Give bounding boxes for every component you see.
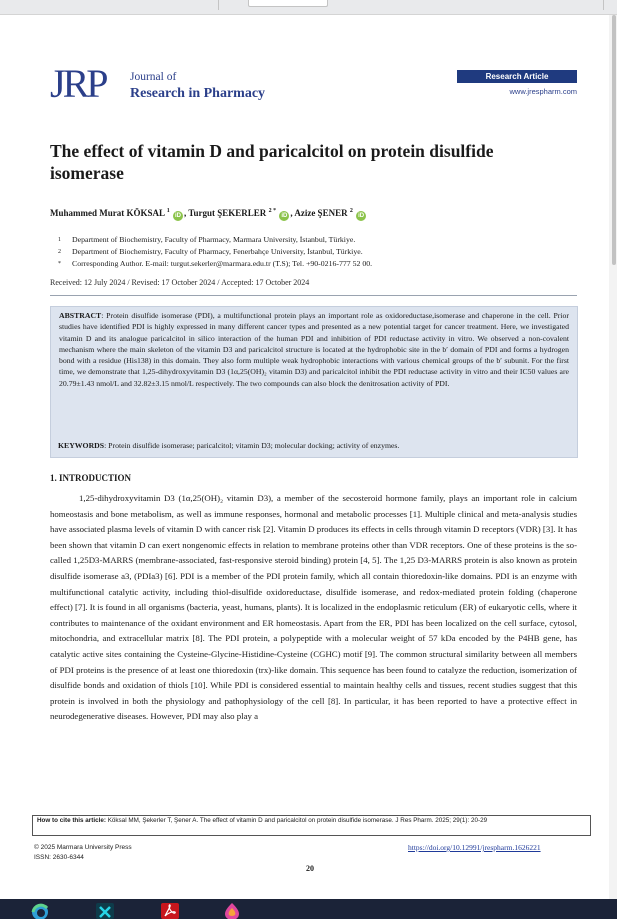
page-number: 20 bbox=[306, 864, 314, 873]
affiliation-item bbox=[58, 234, 578, 246]
affiliations bbox=[58, 234, 578, 270]
edge-icon[interactable] bbox=[30, 900, 50, 919]
received-dates: Received: 12 July 2024 / Revised: 17 October 2024 / Accepted: 17 October 2024 bbox=[50, 278, 310, 287]
taskbar bbox=[0, 899, 617, 919]
acrobat-icon[interactable] bbox=[160, 900, 180, 919]
author-list: Muhammed Murat KÖKSAL $^1$ iD , Turgut ŞEKERLER $^{2 *}$ iD , Azize ŞENER $^2$ iD bbox=[50, 208, 365, 219]
divider bbox=[50, 295, 577, 296]
abstract-box: ABSTRACT: Protein disulfide isomerase (PDI), a multifunctional protein plays an important role as oxidoreductase,isomerase and chaperone in the cell. Prior studies have identified PDI is highly expressed in many different cancer types and presented as a new potential target for cancer treatment. Here, we investigated vitamin D and its analogue paricalcitol in silico interaction of the human PDI and inhibition of PDI reductase activity in vitro. We observed a non-covalent mechanism where the main skeleton of the vitamin D3 and paricalcitol structure is located at the hydrophobic site in the b′ domain of PDI and forms a hydrogen bond with a residue (His138) in this domain. They also form multiple weak hydrophobic interactions with various chemical groups of the b′ subunit. For the first time, we demonstrate that 1,25-dihydroxyvitamin D3 (1α,25(OH)₂ vitamin D3) and paricalcitol inhibit the PDI reductase activity in vitro and their IC50 values are 20.79±1.43 nmol/L and 32.82±3.15 nmol/L respectively. The two compounds can also block the denitrosation activity of PDI. bbox=[50, 306, 578, 458]
affiliation-item bbox=[58, 246, 578, 258]
affiliation-text: Department of Biochemistry, Faculty of Pharmacy, Fenerbahçe University, İstanbul, Türkiye. bbox=[72, 247, 363, 256]
author-name: Muhammed Murat KÖKSAL bbox=[50, 208, 165, 218]
copyright: © 2025 Marmara University Press bbox=[34, 844, 132, 851]
affiliation-mark: 1 bbox=[58, 237, 61, 243]
author-affil-mark: 2 bbox=[349, 208, 353, 214]
citation-text: Köksal MM, Şekerler T, Şener A. The effect of vitamin D and paricalcitol on protein disulfide isomerase. J Res Pharm. 2025; 29(1): 20-29 bbox=[107, 817, 488, 824]
author-name: Turgut ŞEKERLER bbox=[188, 208, 267, 218]
journal-website[interactable]: www.jrespharm.com bbox=[509, 87, 577, 96]
app-icon[interactable] bbox=[95, 900, 115, 919]
keywords-text: Protein disulfide isomerase; paricalcitol; vitamin D3; molecular docking; activity of enzymes. bbox=[108, 441, 400, 450]
orcid-icon[interactable]: iD bbox=[281, 213, 288, 219]
affiliation-mark: 2 bbox=[58, 249, 61, 255]
article-title: The effect of vitamin D and paricalcitol on protein disulfide isomerase bbox=[50, 141, 494, 183]
section-heading: 1. INTRODUCTION bbox=[50, 473, 132, 483]
keywords-label: KEYWORDS bbox=[58, 441, 105, 450]
citation-box bbox=[32, 815, 591, 836]
intro-paragraph: 1,25-dihydroxyvitamin D3 (1α,25(OH)₂ vitamin D3), a member of the secosteroid hormone family, plays an important role in calcium homeostasis and bone metabolism, as well as immune responses, hormonal and metabolic processes [1]. Multiple clinical and meta-analysis studies have associated plasma levels of vitamin D with cancer risk [2]. Vitamin D produces its effects in cells through vitamin D receptors (VDR) [3]. It has been shown that vitamin D can exert nongenomic effects in relation to membrane proteins other than VDR receptors. One of these proteins is the so-called 1,25D3-MARRS (membrane-associated, fast-responsive steroid binding) protein [4, 5]. The 1,25 D3-MARRS protein is also known as protein disulfide isomerase a3, (PDIa3) [6]. PDI is a member of the PDI protein family, which all contain thioredoxin-like domains. PDI is an enzyme with multifunctional catalytic activity, including thiol-disulfide oxidoreductase, disulfide isomerase, and redox-mediated protein folding (chaperone effect) [7]. It is found in all organisms (bacteria, yeast, humans, plants). It is localized in the endoplasmic reticulum (ER) of eukaryotic cells, where it contributes to maintenance of the oxidant environment and ER homeostasis. Apart from the ER, PDI has been localized on the cell surface, cytosol, mitochondria, and extracellular matrix [8]. The PDI protein, a polypeptide with a molecular weight of 57 kDa encoded by the P4HB gene, has catalytic active sites containing the Cysteine-Glycine-Histidine-Cysteine (CGHC) motif [9]. The common structural similarity between all members of PDI proteins is the presence of at least one thioredoxin (trx)-like domain. This sequence has been found to catalyze the reduction, isomerization of disulfide bonds and oxidation of thiols [10]. While PDI is considered essential to maintain healthy cells and tissues, recent studies suggest that this protein is involved in both the physiology and pathophysiology of the cell [8]. In particular, it has been reported to have a protective effect in neurodegenerative diseases. However, PDI may also play a bbox=[50, 493, 577, 722]
abstract-label: ABSTRACT bbox=[59, 311, 102, 320]
article-type-badge: Research Article bbox=[457, 70, 577, 83]
author-name: Azize ŞENER bbox=[294, 208, 348, 218]
logo-line2: Research in Pharmacy bbox=[130, 86, 266, 101]
author-affil-mark: 1 bbox=[166, 208, 170, 214]
keywords: KEYWORDS: Protein disulfide isomerase; paricalcitol; vitamin D3; molecular docking; activity of enzymes. bbox=[58, 441, 400, 450]
toolbar-divider bbox=[603, 0, 604, 10]
author-affil-mark: 2 * bbox=[268, 208, 277, 214]
affiliation-mark: * bbox=[58, 261, 61, 267]
citation-label: How to cite this article: bbox=[37, 817, 106, 824]
affiliation-item bbox=[58, 258, 578, 270]
affiliation-text: Department of Biochemistry, Faculty of Pharmacy, Marmara University, İstanbul, Türkiye. bbox=[72, 235, 356, 244]
paint-icon[interactable] bbox=[222, 900, 242, 919]
abstract-text: Protein disulfide isomerase (PDI), a multifunctional protein plays an important role as oxidoreductase,isomerase and chaperone in the cell. Prior studies have identified PDI is highly expressed in many different cancer types and presented as a new potential target for cancer treatment. Here, we investigated vitamin D and its analogue paricalcitol in silico interaction of the human PDI and inhibition of PDI reductase activity in vitro. We observed a non-covalent mechanism where the main skeleton of the vitamin D3 and paricalcitol structure is located at the hydrophobic site in the b′ domain of PDI and forms a hydrogen bond with a residue (His138) in this domain. They also form multiple weak hydrophobic interactions with various chemical groups of the b′ subunit. For the first time, we demonstrate that 1,25-dihydroxyvitamin D3 (1α,25(OH)₂ vitamin D3) and paricalcitol inhibit the PDI reductase activity in vitro and their IC50 values are 20.79±1.43 nmol/L and 32.82±3.15 nmol/L respectively. The two compounds can also block the denitrosation activity of PDI. bbox=[59, 311, 570, 388]
scrollbar-thumb[interactable] bbox=[612, 15, 616, 265]
issn: ISSN: 2630-6344 bbox=[34, 854, 84, 861]
viewer-toolbar bbox=[0, 0, 617, 15]
toolbar-divider bbox=[218, 0, 219, 10]
copyright-block bbox=[34, 843, 132, 863]
logo-line1: Journal of bbox=[130, 71, 177, 83]
affiliation-text: Corresponding Author. E-mail: turgut.sekerler@marmara.edu.tr (T.S); Tel. +90-0216-777 52 00. bbox=[72, 259, 373, 268]
doi-link[interactable]: https://doi.org/10.12991/jrespharm.1626221 bbox=[408, 843, 541, 852]
orcid-icon[interactable]: iD bbox=[358, 213, 365, 219]
toolbar-input[interactable] bbox=[248, 0, 328, 7]
orcid-icon[interactable]: iD bbox=[175, 213, 182, 219]
logo-mark: JRP bbox=[50, 61, 106, 106]
intro-body bbox=[50, 491, 577, 725]
